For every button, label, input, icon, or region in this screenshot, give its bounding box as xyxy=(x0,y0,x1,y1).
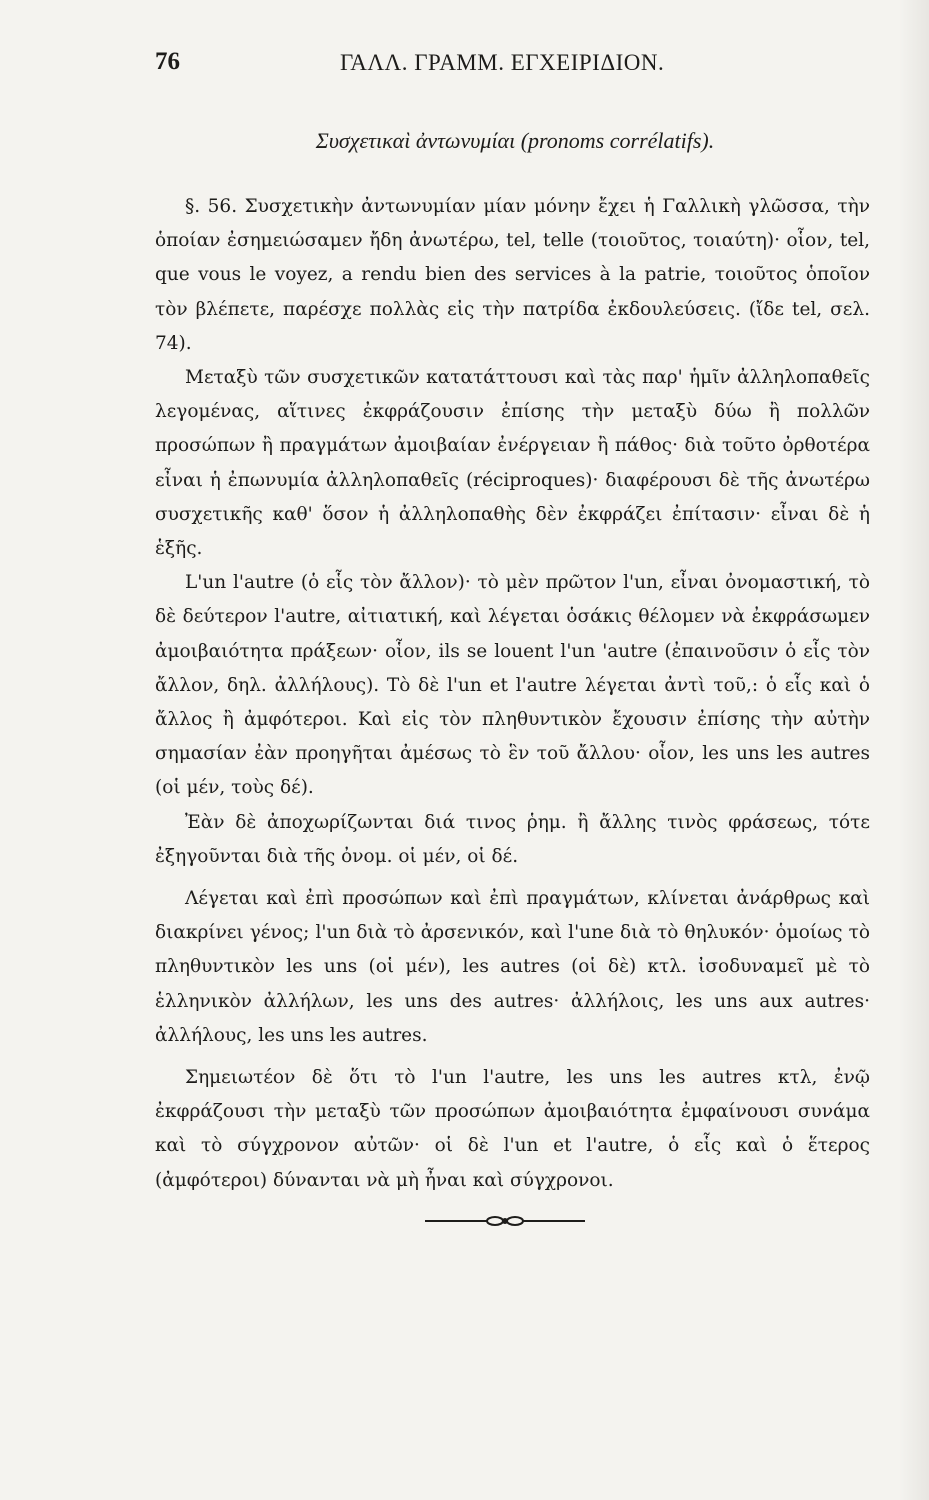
page-header xyxy=(155,48,875,88)
page-number: 76 xyxy=(155,48,180,75)
paragraph-3: L'un l'autre (ὁ εἷς τὸν ἄλλον)· τὸ μὲν πρῶτον l'un, εἶναι ὀνομαστική, τὸ δὲ δεύτερον l'autre, αἰτιατική, καὶ λέγεται ὁσάκις θέλομεν νὰ ἐκφράσωμεν ἀμοιβαιότητα πράξεων· οἷον, ils se louent l'un 'autre (ἐπαινοῦσιν ὁ εἷς τὸν ἄλλον, δηλ. ἀλλήλους). Τὸ δὲ l'un et l'autre λέγεται ἀντὶ τοῦ,: ὁ εἷς καὶ ὁ ἄλλος ἢ ἀμφότεροι. Καὶ εἰς τὸν πληθυντικὸν ἔχουσιν ἐπίσης τὴν αὐτὴν σημασίαν ἐὰν προηγῆται ἀμέσως τὸ ἓν τοῦ ἄλλου· οἷον, les uns les autres (οἱ μέν, τοὺς δέ). xyxy=(155,572,870,799)
body-text xyxy=(155,190,870,1198)
paragraph-4: Ἐὰν δὲ ἀποχωρίζωνται διά τινος ῥημ. ἢ ἄλλης τινὸς φράσεως, τότε ἐξηγοῦνται διὰ τῆς ὀνομ. οἱ μέν, οἱ δέ. xyxy=(155,811,870,867)
section-title: Συσχετικαὶ ἀντωνυμίαι (pronoms corrélatifs). xyxy=(315,128,715,153)
page-edge-shade xyxy=(899,0,929,1500)
running-title: ΓΑΛΛ. ΓΡΑΜΜ. ΕΓΧΕΙΡΙΔΙΟΝ. xyxy=(340,50,665,75)
paragraph-1: §. 56. Συσχετικὴν ἀντωνυμίαν μίαν μόνην ἔχει ἡ Γαλλικὴ γλῶσσα, τὴν ὁποίαν ἐσημειώσαμεν ἤδη ἀνωτέρω, tel, telle (τοιοῦτος, τοιαύτη)· οἷον, tel, que vous le voyez, a rendu bien des services à la patrie, τοιοῦτος ὁποῖον τὸν βλέπετε, παρέσχε πολλὰς εἰς τὴν πατρίδα ἐκδουλεύσεις. (ἴδε tel, σελ. 74). xyxy=(155,196,870,354)
paragraph-5: Λέγεται καὶ ἐπὶ προσώπων καὶ ἐπὶ πραγμάτων, κλίνεται ἀνάρθρως καὶ διακρίνει γένος; l'un διὰ τὸ ἀρσενικόν, καὶ l'une διὰ τὸ θηλυκόν· ὁμοίως τὸ πληθυντικὸν les uns (οἱ μέν), les autres (οἱ δὲ) κτλ. ἰσοδυναμεῖ μὲ τὸ ἑλληνικὸν ἀλλήλων, les uns des autres· ἀλλήλοις, les uns aux autres· ἀλλήλους, les uns les autres. xyxy=(155,888,870,1046)
ornament-rule xyxy=(425,1212,585,1230)
paragraph-6: Σημειωτέον δὲ ὅτι τὸ l'un l'autre, les uns les autres κτλ, ἐνῷ ἐκφράζουσι τὴν μεταξὺ τῶν προσώπων ἀμοιβαιότητα ἐμφαίνουσι συνάμα καὶ τὸ σύγχρονον αὐτῶν· οἱ δὲ l'un et l'autre, ὁ εἷς καὶ ὁ ἕτερος (ἀμφότεροι) δύνανται νὰ μὴ ἦναι καὶ σύγχρονοι. xyxy=(155,1067,870,1191)
paragraph-2: Μεταξὺ τῶν συσχετικῶν κατατάττουσι καὶ τὰς παρ' ἡμῖν ἀλληλοπαθεῖς λεγομένας, αἵτινες ἐκφράζουσιν ἐπίσης τὴν μεταξὺ δύω ἢ πολλῶν προσώπων ἢ πραγμάτων ἀμοιβαίαν ἐνέργειαν ἢ πάθος· διὰ τοῦτο ὀρθοτέρα εἶναι ἡ ἐπωνυμία ἀλληλοπαθεῖς (réciproques)· διαφέρουσι δὲ τῆς ἀνωτέρω συσχετικῆς καθ' ὅσον ἡ ἀλληλοπαθὴς δὲν ἐκφράζει ἐπίτασιν· εἶναι δὲ ἡ ἑξῆς. xyxy=(155,367,870,560)
